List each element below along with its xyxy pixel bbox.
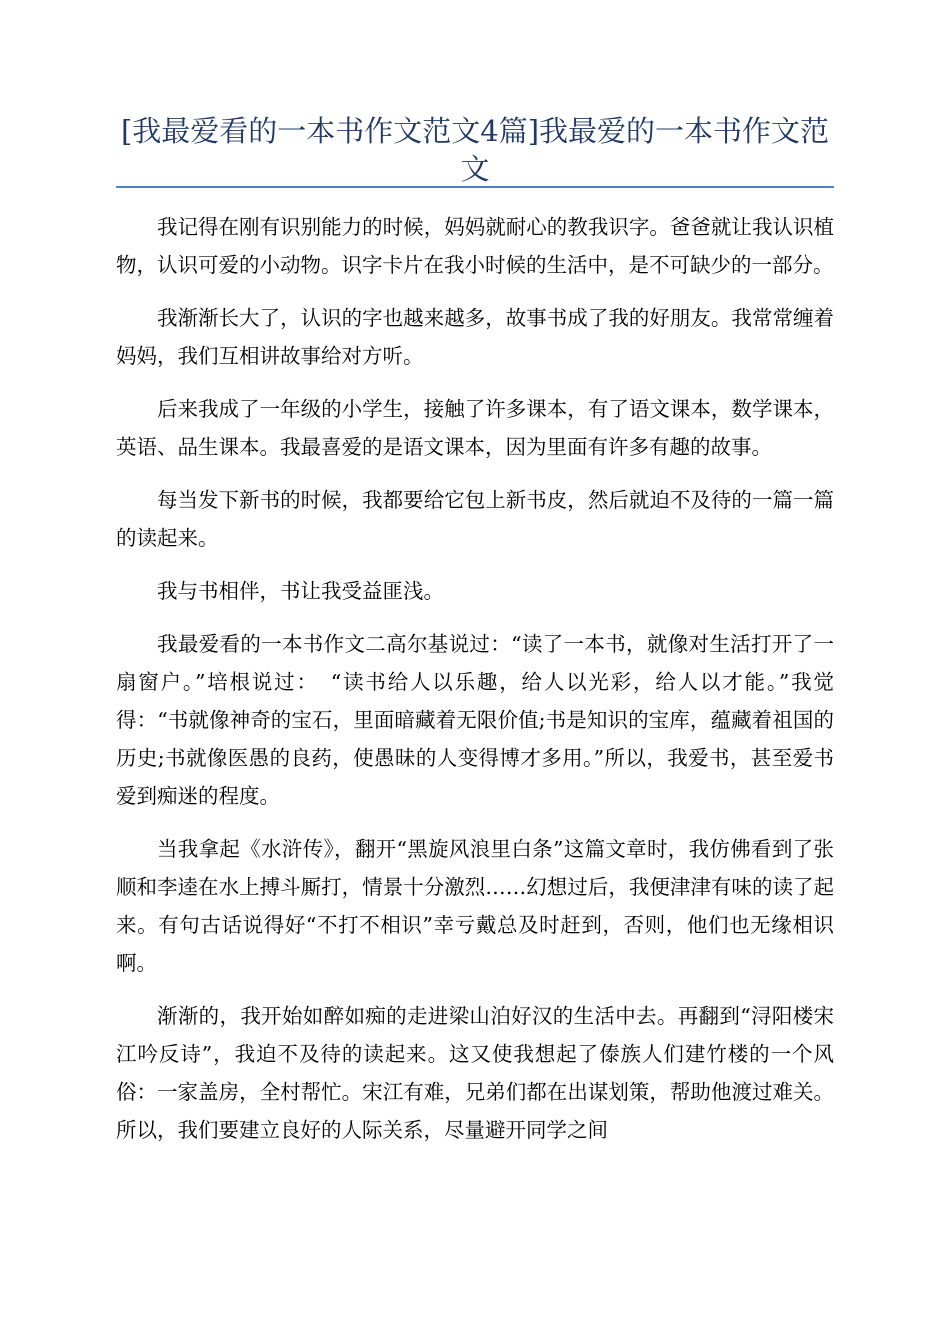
- paragraph: 我与书相伴，书让我受益匪浅。: [157, 579, 444, 603]
- paragraph: 我最爱看的一本书作文二高尔基说过：“读了一本书，就像对生活打开了一扇窗户。”培根说过： “读书给人以乐趣，给人以光彩，给人以才能。”我觉得：“书就像神奇的宝石，里面暗藏着无限价值;书是知识的宝库，蕴藏着祖国的历史;书就像医愚的良药，使愚昧的人变得博才多用。”所以，我爱书，甚至爱书爱到痴迷的程度。: [116, 632, 834, 808]
- paragraph: 我记得在刚有识别能力的时候，妈妈就耐心的教我识字。爸爸就让我认识植物，认识可爱的小动物。识字卡片在我小时候的生活中，是不可缺少的一部分。: [116, 215, 834, 277]
- paragraph: 当我拿起《水浒传》，翻开“黑旋风浪里白条”这篇文章时，我仿佛看到了张顺和李逵在水上搏斗厮打，情景十分激烈……幻想过后，我便津津有味的读了起来。有句古话说得好“不打不相识”幸亏戴总及时赶到，否则，他们也无缘相识啊。: [116, 837, 834, 975]
- paragraph: 我渐渐长大了，认识的字也越来越多，故事书成了我的好朋友。我常常缠着妈妈，我们互相讲故事给对方听。: [116, 306, 834, 368]
- document-body: [116, 208, 834, 1164]
- title-underline: [116, 186, 834, 188]
- paragraph: 每当发下新书的时候，我都要给它包上新书皮，然后就迫不及待的一篇一篇的读起来。: [116, 488, 834, 550]
- paragraph: 渐渐的，我开始如醉如痴的走进梁山泊好汉的生活中去。再翻到“浔阳楼宋江吟反诗”，我迫不及待的读起来。这又使我想起了傣族人们建竹楼的一个风俗：一家盖房，全村帮忙。宋江有难，兄弟们都在出谋划策，帮助他渡过难关。所以，我们要建立良好的人际关系，尽量避开同学之间: [116, 1004, 834, 1142]
- paragraph: 后来我成了一年级的小学生，接触了许多课本，有了语文课本，数学课本，英语、品生课本。我最喜爱的是语文课本，因为里面有许多有趣的故事。: [116, 397, 834, 459]
- document-title: [我最爱看的一本书作文范文4篇]我最爱的一本书作文范文: [120, 114, 830, 186]
